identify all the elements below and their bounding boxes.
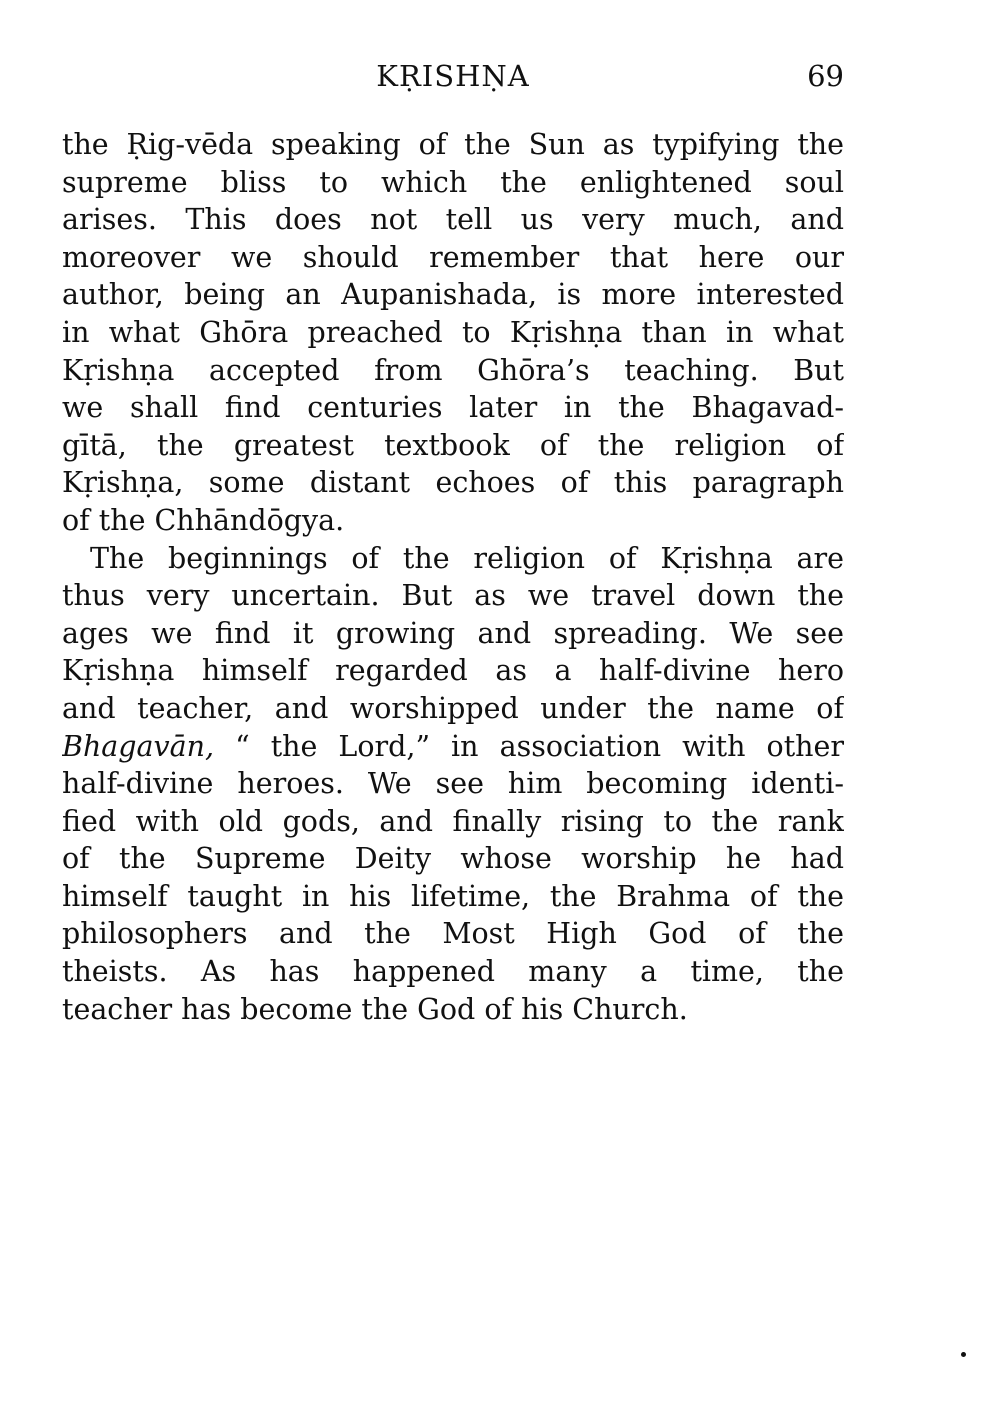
text-line: Kṛishṇa, some distant echoes of this paragraph — [62, 466, 844, 500]
text-line: Kṛishṇa accepted from Ghōra’s teaching. But — [62, 353, 844, 387]
text-line: himself taught in his lifetime, the Brahma of the — [62, 879, 844, 913]
page-number: 69 — [807, 59, 844, 93]
text-line: supreme bliss to which the enlightened soul — [62, 165, 844, 199]
running-head — [62, 56, 844, 96]
text-line: of the Chhāndōgya. — [62, 503, 345, 537]
text-line: the Ṛig-vēda speaking of the Sun as typifying the — [62, 128, 844, 161]
text-line: Kṛishṇa himself regarded as a half-divine hero — [62, 654, 844, 688]
text-line: of the Supreme Deity whose worship he had — [62, 842, 844, 876]
text-line: arises. This does not tell us very much, and — [62, 203, 844, 237]
text-line: thus very uncertain. But as we travel down the — [62, 579, 844, 613]
text-line: teacher has become the God of his Church. — [62, 992, 688, 1026]
text-line — [62, 728, 844, 766]
text-line: in what Ghōra preached to Kṛishṇa than in what — [62, 315, 844, 349]
text-line-rest: “ the Lord,” in association with other — [214, 729, 844, 763]
text-line: philosophers and the Most High God of the — [62, 917, 844, 951]
text-line: and teacher, and worshipped under the name of — [62, 691, 844, 725]
text-line: The beginnings of the religion of Kṛishṇa are — [90, 541, 844, 575]
text-line: moreover we should remember that here our — [62, 240, 844, 274]
scan-speck — [961, 1352, 966, 1357]
text-line: half-divine heroes. We see him becoming identi- — [62, 767, 844, 801]
text-line: author, being an Aupanishada, is more interested — [62, 278, 844, 312]
text-line: theists. As has happened many a time, the — [62, 955, 844, 989]
body-text — [62, 126, 844, 1028]
text-line: we shall find centuries later in the Bhagavad- — [62, 391, 844, 425]
text-line: ages we find it growing and spreading. We see — [62, 616, 844, 650]
italic-term: Bhagavān, — [62, 729, 215, 763]
text-line: gītā, the greatest textbook of the religion of — [62, 428, 844, 462]
running-title: KṚISHṆA — [376, 59, 530, 93]
text-line: fied with old gods, and finally rising to the rank — [62, 804, 844, 838]
